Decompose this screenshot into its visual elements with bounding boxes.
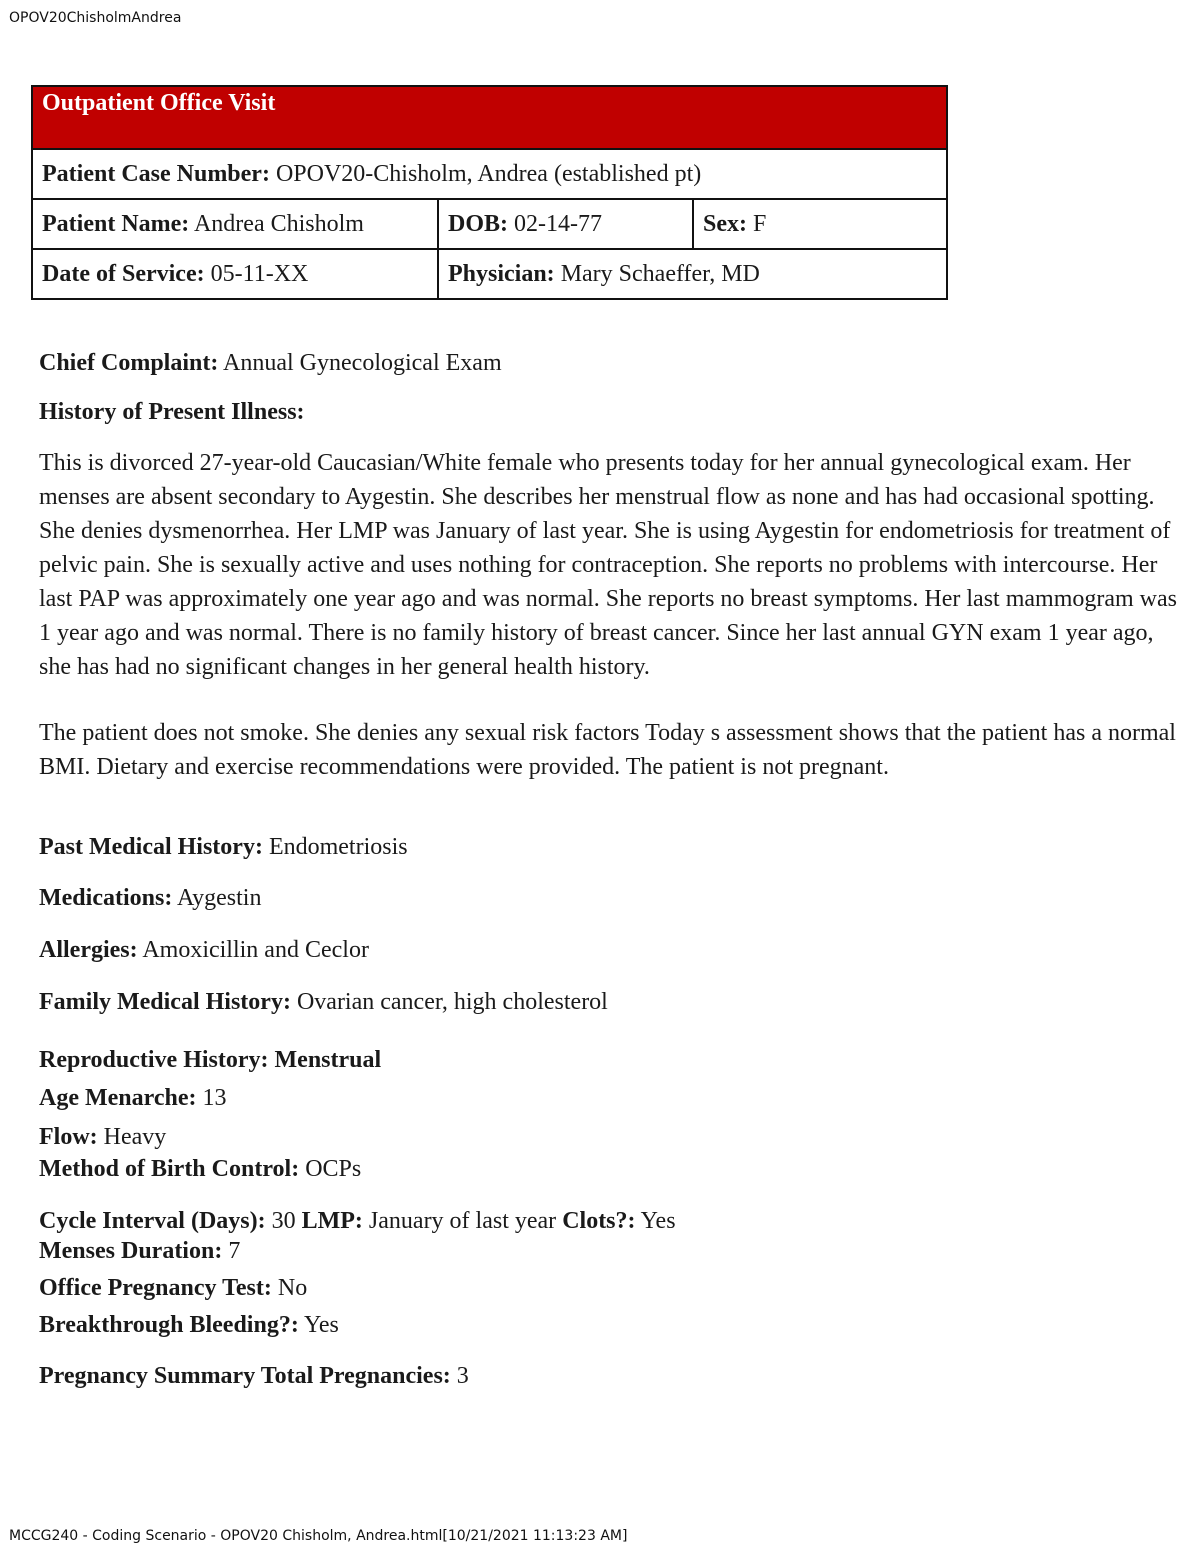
- family-history: [39, 989, 1189, 1016]
- family-history-label: Family Medical History:: [39, 989, 291, 1015]
- breakthrough-value: Yes: [303, 1312, 339, 1338]
- hpi-paragraph-2: The patient does not smoke. She denies any sexual risk factors Today s assessment shows that the patient has a normal BMI. Dietary and exercise recommendations were provided. The patient is not pregnant.: [39, 720, 1176, 780]
- dob-label: DOB:: [448, 210, 508, 237]
- lmp-value: January of last year: [368, 1208, 557, 1234]
- page-header: OPOV20ChisholmAndrea: [9, 10, 182, 26]
- pmh-label: Past Medical History:: [39, 834, 263, 860]
- allergies-label: Allergies:: [39, 937, 138, 963]
- chief-complaint: [39, 350, 1189, 377]
- dos-cell: [32, 249, 438, 299]
- birth-control-label: Method of Birth Control:: [39, 1156, 300, 1182]
- cycle-interval: [39, 1208, 1189, 1235]
- allergies: [39, 937, 1189, 964]
- visit-title: Outpatient Office Visit: [32, 86, 947, 149]
- case-number-label: Patient Case Number:: [42, 160, 270, 187]
- dob-cell: [438, 199, 693, 249]
- physician-label: Physician:: [448, 260, 555, 287]
- age-menarche: [39, 1085, 1189, 1112]
- flow-label: Flow:: [39, 1124, 98, 1150]
- clots-label: Clots?:: [562, 1208, 636, 1234]
- hpi-paragraph-1: This is divorced 27-year-old Caucasian/White female who presents today for her annual gynecological exam. Her menses are absent secondary to Aygestin. She describes her menstrual flow as none and has had occasional spotting. She denies dysmenorrhea. Her LMP was January of last year. She is using Aygestin for endometriosis for treatment of pelvic pain. She is sexually active and uses nothing for contraception. She reports no problems with intercourse. Her last PAP was approximately one year ago and was normal. She reports no breast symptoms. Her last mammogram was 1 year ago and was normal. There is no family history of breast cancer. Since her last annual GYN exam 1 year ago, she has had no significant changes in her general health history.: [39, 450, 1177, 680]
- total-pregnancies-label: Pregnancy Summary Total Pregnancies:: [39, 1363, 451, 1389]
- dos-label: Date of Service:: [42, 260, 205, 287]
- patient-name-cell: [32, 199, 438, 249]
- case-number-value: OPOV20-Chisholm, Andrea (established pt): [275, 160, 702, 187]
- pregnancy-test-value: No: [277, 1275, 308, 1301]
- past-medical-history: [39, 834, 1189, 861]
- breakthrough-bleeding: [39, 1312, 1189, 1339]
- cycle-interval-value: 30: [271, 1208, 296, 1234]
- pmh-value: Endometriosis: [268, 834, 408, 860]
- patient-name-label: Patient Name:: [42, 210, 190, 237]
- birth-control: [39, 1156, 1189, 1183]
- menses-duration-value: 7: [228, 1238, 241, 1264]
- sex-value: F: [753, 210, 767, 237]
- total-pregnancies-value: 3: [456, 1363, 469, 1389]
- chief-complaint-value: Annual Gynecological Exam: [223, 350, 502, 376]
- medications: [39, 885, 1189, 912]
- flow: [39, 1124, 1189, 1151]
- hpi-label: History of Present Illness:: [39, 399, 305, 425]
- reproductive-heading: Reproductive History: Menstrual: [39, 1047, 382, 1073]
- sex-label: Sex:: [703, 210, 747, 237]
- visit-info-table: [31, 85, 948, 300]
- allergies-value: Amoxicillin and Ceclor: [142, 937, 369, 963]
- cycle-interval-label: Cycle Interval (Days):: [39, 1208, 266, 1234]
- patient-name-value: Andrea Chisholm: [193, 210, 364, 237]
- pregnancy-test-label: Office Pregnancy Test:: [39, 1275, 272, 1301]
- age-menarche-value: 13: [202, 1085, 227, 1111]
- page-footer: MCCG240 - Coding Scenario - OPOV20 Chisholm, Andrea.html[10/21/2021 11:13:23 AM]: [9, 1528, 628, 1544]
- family-history-value: Ovarian cancer, high cholesterol: [296, 989, 608, 1015]
- physician-cell: [438, 249, 947, 299]
- case-number-cell: [32, 149, 947, 199]
- menses-duration-label: Menses Duration:: [39, 1238, 223, 1264]
- chief-complaint-label: Chief Complaint:: [39, 350, 219, 376]
- physician-value: Mary Schaeffer, MD: [560, 260, 760, 287]
- age-menarche-label: Age Menarche:: [39, 1085, 197, 1111]
- sex-cell: [693, 199, 947, 249]
- dos-value: 05-11-XX: [210, 260, 309, 287]
- medications-label: Medications:: [39, 885, 173, 911]
- dob-value: 02-14-77: [514, 210, 602, 237]
- pregnancy-test: [39, 1275, 1189, 1302]
- menses-duration: [39, 1238, 1189, 1265]
- birth-control-value: OCPs: [305, 1156, 362, 1182]
- medications-value: Aygestin: [177, 885, 262, 911]
- breakthrough-label: Breakthrough Bleeding?:: [39, 1312, 299, 1338]
- pregnancy-summary: [39, 1363, 1189, 1390]
- note-body: [39, 350, 1189, 1390]
- clots-value: Yes: [640, 1208, 676, 1234]
- flow-value: Heavy: [103, 1124, 167, 1150]
- lmp-label: LMP:: [301, 1208, 363, 1234]
